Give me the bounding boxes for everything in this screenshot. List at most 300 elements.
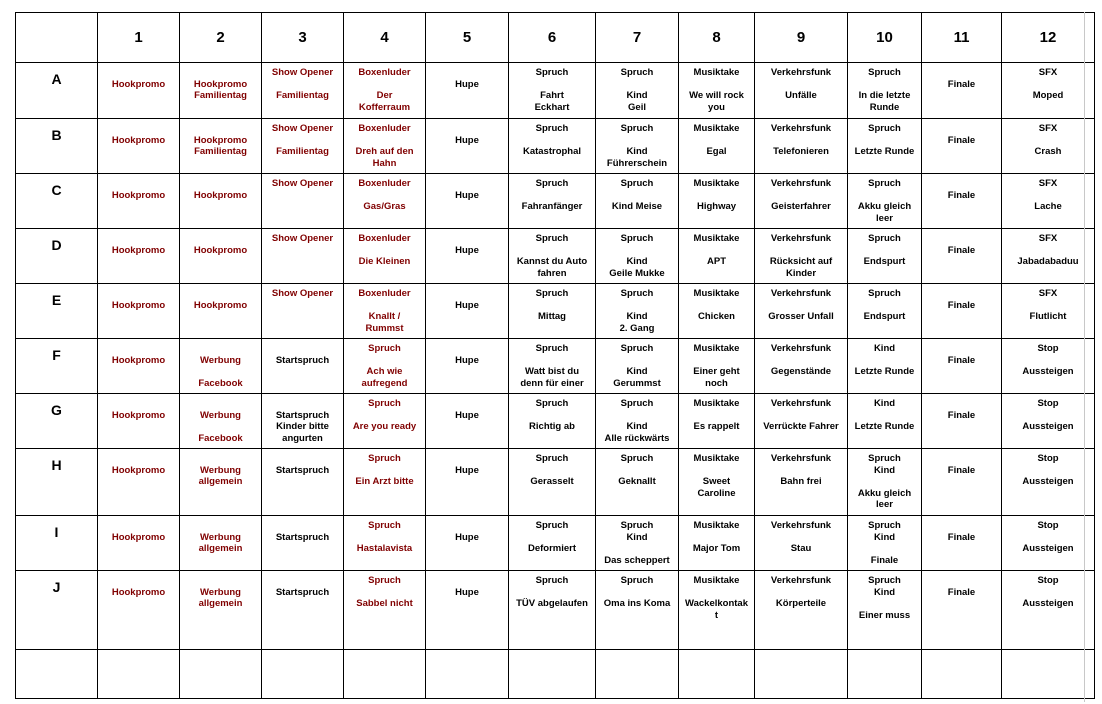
- grid-cell[interactable]: [755, 63, 848, 119]
- cell-line: [682, 355, 751, 367]
- grid-cell[interactable]: [426, 174, 509, 229]
- row-header[interactable]: E: [16, 284, 98, 339]
- grid-cell[interactable]: [922, 174, 1002, 229]
- grid-cell[interactable]: [679, 284, 755, 339]
- cell-line: Lache: [1034, 201, 1062, 212]
- cell-line: [925, 343, 998, 355]
- cell-line: Caroline: [697, 487, 736, 499]
- grid-cell[interactable]: [1002, 571, 1095, 650]
- cell-line: Spruch: [368, 520, 401, 531]
- grid-cell[interactable]: [1002, 63, 1095, 119]
- grid-cell[interactable]: [755, 339, 848, 394]
- cell-line: Startspruch: [275, 409, 330, 421]
- grid-cell[interactable]: [596, 229, 679, 284]
- cell-line: Geisterfahrer: [771, 201, 831, 212]
- cell-line: Hookpromo: [111, 244, 166, 256]
- empty-cell[interactable]: [509, 650, 596, 699]
- cell-line: Hookpromo: [193, 244, 248, 256]
- grid-cell[interactable]: [262, 394, 344, 449]
- cell-content: [426, 516, 508, 543]
- grid-cell[interactable]: [98, 229, 180, 284]
- cell-line: [851, 598, 918, 610]
- cell-line: Finale: [947, 354, 976, 366]
- grid-cell[interactable]: [180, 229, 262, 284]
- grid-cell[interactable]: [262, 174, 344, 229]
- table-row: [16, 516, 1095, 571]
- grid-cell[interactable]: [679, 119, 755, 174]
- grid-cell[interactable]: [98, 394, 180, 449]
- cell-content: [1002, 339, 1094, 378]
- header-row: [16, 13, 1095, 63]
- cell-line: [925, 453, 998, 465]
- grid-cell[interactable]: [426, 63, 509, 119]
- cell-line: Spruch: [620, 288, 654, 299]
- cell-line: Musiktake: [693, 343, 740, 354]
- cell-line: Facebook: [198, 432, 243, 444]
- cell-content: [509, 119, 595, 158]
- grid-cell[interactable]: [98, 63, 180, 119]
- cell-line: Einer muss: [858, 609, 911, 621]
- cell-line: [758, 245, 844, 257]
- grid-cell[interactable]: [679, 394, 755, 449]
- grid-cell[interactable]: [262, 449, 344, 516]
- empty-cell[interactable]: [922, 650, 1002, 699]
- cell-line: Katastrophal: [522, 146, 582, 157]
- column-header[interactable]: 7: [596, 13, 679, 63]
- cell-line: [1005, 135, 1091, 147]
- cell-line: Runde: [869, 101, 900, 113]
- cell-line: Watt bist du: [525, 366, 579, 377]
- grid-cell[interactable]: [344, 394, 426, 449]
- grid-cell[interactable]: [180, 284, 262, 339]
- grid-cell[interactable]: [426, 339, 509, 394]
- empty-cell[interactable]: [98, 650, 180, 699]
- grid-cell[interactable]: [426, 516, 509, 571]
- grid-cell[interactable]: [344, 229, 426, 284]
- grid-cell[interactable]: [755, 229, 848, 284]
- row-header[interactable]: A: [16, 63, 98, 119]
- column-header[interactable]: 6: [509, 13, 596, 63]
- grid-cell[interactable]: [755, 174, 848, 229]
- cell-line: [758, 410, 844, 422]
- cell-line: Familientag: [194, 146, 247, 157]
- grid-cell[interactable]: [596, 284, 679, 339]
- cell-content: [922, 174, 1001, 201]
- grid-cell[interactable]: [1002, 119, 1095, 174]
- grid-cell[interactable]: [344, 284, 426, 339]
- cell-content: [426, 449, 508, 476]
- grid-cell[interactable]: [426, 571, 509, 650]
- cell-line: Spruch: [868, 123, 901, 134]
- cell-line: Ein Arzt bitte: [355, 476, 414, 487]
- cell-line: Finale: [947, 586, 976, 598]
- cell-line: Spruch: [368, 453, 401, 464]
- grid-cell[interactable]: [180, 119, 262, 174]
- grid-cell[interactable]: [922, 571, 1002, 650]
- cell-line: Hupe: [455, 78, 479, 90]
- grid-cell[interactable]: [1002, 229, 1095, 284]
- cell-line: Spruch: [535, 288, 569, 299]
- grid-cell[interactable]: [426, 394, 509, 449]
- grid-cell[interactable]: [262, 516, 344, 571]
- grid-cell[interactable]: [679, 449, 755, 516]
- grid-cell[interactable]: [262, 63, 344, 119]
- cell-line: allgemein: [198, 543, 243, 554]
- grid-cell[interactable]: [262, 284, 344, 339]
- cell-content: [922, 63, 1001, 90]
- cell-content: [426, 119, 508, 146]
- grid-cell[interactable]: [98, 449, 180, 516]
- cell-line: [347, 410, 422, 422]
- cell-line: Ach wie: [366, 366, 403, 377]
- cell-content: [848, 394, 921, 433]
- cell-line: Finale: [947, 299, 976, 311]
- grid-cell[interactable]: [180, 339, 262, 394]
- cell-line: Knallt /: [368, 311, 401, 322]
- grid-cell[interactable]: [426, 449, 509, 516]
- cell-line: [1005, 79, 1091, 91]
- grid-cell[interactable]: [679, 339, 755, 394]
- empty-cell[interactable]: [16, 650, 98, 699]
- grid-cell[interactable]: [755, 119, 848, 174]
- cell-line: Jabadabaduu: [1017, 256, 1079, 267]
- grid-cell[interactable]: [344, 119, 426, 174]
- column-header[interactable]: 10: [848, 13, 922, 63]
- grid-cell[interactable]: [755, 571, 848, 650]
- cell-line: Musiktake: [693, 520, 740, 531]
- grid-cell[interactable]: [1002, 516, 1095, 571]
- cell-content: [922, 229, 1001, 256]
- grid-cell[interactable]: [1002, 449, 1095, 516]
- cell-line: Wackelkontak: [684, 598, 748, 609]
- cell-line: [429, 178, 505, 190]
- cell-line: [925, 67, 998, 79]
- cell-line: Geile Mukke: [609, 267, 665, 279]
- grid-cell[interactable]: [848, 339, 922, 394]
- corner-cell[interactable]: [16, 13, 98, 63]
- cell-line: [429, 398, 505, 410]
- grid-cell[interactable]: [509, 571, 596, 650]
- cell-content: [426, 174, 508, 201]
- grid-cell[interactable]: [596, 339, 679, 394]
- grid-cell[interactable]: [596, 119, 679, 174]
- cell-line: Kinder: [785, 267, 817, 279]
- grid-cell[interactable]: [922, 516, 1002, 571]
- cell-line: [101, 233, 176, 245]
- empty-cell[interactable]: [262, 650, 344, 699]
- cell-line: Finale: [947, 134, 976, 146]
- grid-cell[interactable]: [98, 516, 180, 571]
- cell-line: Spruch: [368, 575, 401, 586]
- cell-line: Mittag: [538, 311, 566, 322]
- grid-cell[interactable]: [98, 571, 180, 650]
- grid-cell[interactable]: [848, 394, 922, 449]
- cell-content: [262, 394, 343, 444]
- grid-cell[interactable]: [262, 571, 344, 650]
- grid-cell[interactable]: [180, 63, 262, 119]
- grid-cell[interactable]: [180, 449, 262, 516]
- table-row: [16, 63, 1095, 119]
- grid-cell[interactable]: [509, 284, 596, 339]
- cell-line: Werbung: [200, 586, 241, 598]
- cell-line: Verkehrsfunk: [770, 575, 832, 586]
- cell-line: Familientag: [276, 146, 329, 157]
- grid-cell[interactable]: [922, 449, 1002, 516]
- row-header[interactable]: H: [16, 449, 98, 516]
- cell-line: Verkehrsfunk: [770, 343, 832, 354]
- column-header[interactable]: 2: [180, 13, 262, 63]
- cell-content: [180, 394, 261, 444]
- grid-cell[interactable]: [848, 229, 922, 284]
- cell-line: Spruch: [535, 178, 569, 189]
- cell-line: [682, 135, 751, 147]
- cell-content: [344, 571, 425, 610]
- grid-cell[interactable]: [509, 119, 596, 174]
- cell-line: Familientag: [276, 90, 329, 101]
- cell-content: [755, 516, 847, 555]
- cell-line: leer: [876, 499, 893, 510]
- grid-cell[interactable]: [596, 571, 679, 650]
- grid-cell[interactable]: [98, 339, 180, 394]
- grid-cell[interactable]: [596, 174, 679, 229]
- column-header[interactable]: 12: [1002, 13, 1095, 63]
- grid-cell[interactable]: [755, 516, 848, 571]
- grid-cell[interactable]: [426, 229, 509, 284]
- grid-cell[interactable]: [848, 63, 922, 119]
- grid-cell[interactable]: [509, 516, 596, 571]
- grid-cell[interactable]: [344, 63, 426, 119]
- cell-content: [1002, 394, 1094, 433]
- grid-cell[interactable]: [180, 571, 262, 650]
- cell-content: [180, 63, 261, 102]
- cell-line: Richtig ab: [529, 421, 575, 432]
- grid-cell[interactable]: [848, 174, 922, 229]
- column-header[interactable]: 3: [262, 13, 344, 63]
- cell-line: Hookpromo: [111, 299, 166, 311]
- cell-line: Spruch: [535, 123, 569, 134]
- cell-line: Kind: [626, 421, 648, 432]
- column-header[interactable]: 5: [426, 13, 509, 63]
- cell-line: [758, 190, 844, 202]
- grid-cell[interactable]: [679, 63, 755, 119]
- grid-cell[interactable]: [180, 516, 262, 571]
- cell-line: [851, 355, 918, 367]
- cell-content: [98, 119, 179, 146]
- grid-cell[interactable]: [426, 119, 509, 174]
- grid-cell[interactable]: [755, 284, 848, 339]
- grid-cell[interactable]: [679, 571, 755, 650]
- empty-cell[interactable]: [180, 650, 262, 699]
- grid-cell[interactable]: [596, 516, 679, 571]
- cell-content: [509, 571, 595, 610]
- grid-cell[interactable]: [922, 284, 1002, 339]
- grid-cell[interactable]: [344, 449, 426, 516]
- empty-cell[interactable]: [755, 650, 848, 699]
- row-header[interactable]: B: [16, 119, 98, 174]
- grid-cell[interactable]: [262, 229, 344, 284]
- cell-line: noch: [705, 377, 728, 389]
- row-header[interactable]: J: [16, 571, 98, 650]
- column-header[interactable]: 9: [755, 13, 848, 63]
- cell-line: Letzte Runde: [854, 366, 915, 377]
- table-row: [16, 339, 1095, 394]
- cell-line: [183, 366, 258, 378]
- grid-cell[interactable]: [98, 174, 180, 229]
- cell-line: [1005, 465, 1091, 477]
- row-header[interactable]: C: [16, 174, 98, 229]
- grid-cell[interactable]: [344, 571, 426, 650]
- cell-line: [265, 135, 340, 147]
- grid-cell[interactable]: [262, 339, 344, 394]
- cell-content: [679, 571, 754, 621]
- cell-line: [758, 532, 844, 544]
- row-header[interactable]: F: [16, 339, 98, 394]
- cell-line: aufregend: [361, 377, 408, 389]
- grid-cell[interactable]: [509, 449, 596, 516]
- row-header[interactable]: I: [16, 516, 98, 571]
- cell-content: [180, 284, 261, 311]
- grid-cell[interactable]: [755, 449, 848, 516]
- cell-content: [426, 229, 508, 256]
- grid-cell[interactable]: [1002, 339, 1095, 394]
- grid-cell[interactable]: [509, 174, 596, 229]
- grid-cell[interactable]: [426, 284, 509, 339]
- cell-line: Endspurt: [863, 256, 906, 267]
- grid-cell[interactable]: [180, 394, 262, 449]
- grid-cell[interactable]: [679, 174, 755, 229]
- grid-cell[interactable]: [596, 394, 679, 449]
- grid-cell[interactable]: [922, 119, 1002, 174]
- column-header[interactable]: 4: [344, 13, 426, 63]
- cell-line: Geknallt: [618, 476, 656, 487]
- cell-line: Musiktake: [693, 453, 740, 464]
- cell-line: Kannst du Auto: [516, 256, 588, 267]
- cell-line: [851, 476, 918, 488]
- cell-line: [599, 190, 675, 202]
- grid-cell[interactable]: [679, 229, 755, 284]
- cell-content: [180, 229, 261, 256]
- cell-line: [347, 190, 422, 202]
- cell-content: [922, 339, 1001, 366]
- grid-cell[interactable]: [509, 229, 596, 284]
- grid-cell[interactable]: [1002, 394, 1095, 449]
- cell-line: Verrückte Fahrer: [763, 421, 839, 432]
- grid-cell[interactable]: [98, 284, 180, 339]
- cell-line: [851, 300, 918, 312]
- empty-cell[interactable]: [1002, 650, 1095, 699]
- cell-line: Hupe: [455, 244, 479, 256]
- cell-line: Kind: [626, 366, 648, 377]
- cell-line: Hookpromo: [111, 586, 166, 598]
- cell-content: [596, 449, 678, 488]
- cell-line: Boxenluder: [358, 233, 411, 244]
- column-header[interactable]: 11: [922, 13, 1002, 63]
- grid-cell[interactable]: [344, 174, 426, 229]
- cell-line: Hookpromo: [111, 78, 166, 90]
- table-row: [16, 284, 1095, 339]
- cell-line: Akku gleich: [857, 487, 912, 499]
- grid-cell[interactable]: [1002, 174, 1095, 229]
- empty-cell[interactable]: [344, 650, 426, 699]
- cell-line: Familientag: [194, 90, 247, 101]
- cell-line: Rücksicht auf: [769, 256, 833, 267]
- empty-cell[interactable]: [426, 650, 509, 699]
- cell-line: Stop: [1037, 520, 1059, 531]
- cell-line: Stau: [790, 543, 812, 554]
- grid-cell[interactable]: [848, 119, 922, 174]
- grid-cell[interactable]: [848, 571, 922, 650]
- cell-content: [596, 119, 678, 169]
- cell-line: Gas/Gras: [363, 201, 406, 212]
- cell-line: [925, 178, 998, 190]
- cell-line: Spruch: [620, 575, 654, 586]
- cell-line: [265, 453, 340, 465]
- cell-content: [596, 394, 678, 444]
- grid-cell[interactable]: [344, 516, 426, 571]
- grid-cell[interactable]: [509, 339, 596, 394]
- row-header[interactable]: D: [16, 229, 98, 284]
- grid-cell[interactable]: [509, 63, 596, 119]
- grid-cell[interactable]: [1002, 284, 1095, 339]
- grid-cell[interactable]: [596, 63, 679, 119]
- grid-cell[interactable]: [922, 339, 1002, 394]
- grid-cell[interactable]: [848, 284, 922, 339]
- grid-cell[interactable]: [180, 174, 262, 229]
- empty-cell[interactable]: [848, 650, 922, 699]
- cell-line: Are you ready: [352, 421, 417, 432]
- grid-cell[interactable]: [848, 449, 922, 516]
- cell-line: Moped: [1032, 90, 1064, 101]
- grid-cell[interactable]: [596, 449, 679, 516]
- cell-line: Flutlicht: [1029, 311, 1067, 322]
- empty-cell[interactable]: [596, 650, 679, 699]
- cell-line: Hookpromo: [111, 354, 166, 366]
- cell-line: Spruch: [620, 233, 654, 244]
- cell-content: [848, 119, 921, 158]
- grid-cell[interactable]: [922, 394, 1002, 449]
- cell-line: Spruch: [868, 288, 901, 299]
- cell-line: Aussteigen: [1022, 598, 1074, 609]
- cell-line: Spruch: [868, 67, 901, 78]
- column-header[interactable]: 1: [98, 13, 180, 63]
- grid-cell[interactable]: [98, 119, 180, 174]
- grid-cell[interactable]: [922, 229, 1002, 284]
- cell-line: Show Opener: [271, 233, 334, 244]
- column-header[interactable]: 8: [679, 13, 755, 63]
- cell-content: [262, 174, 343, 190]
- grid-cell[interactable]: [262, 119, 344, 174]
- cell-line: 2. Gang: [619, 322, 655, 334]
- empty-row: [16, 650, 1095, 699]
- cell-content: [98, 571, 179, 598]
- row-header[interactable]: G: [16, 394, 98, 449]
- cell-line: Kind: [873, 464, 896, 476]
- grid-cell[interactable]: [509, 394, 596, 449]
- cell-line: Kofferraum: [358, 101, 411, 113]
- grid-cell[interactable]: [755, 394, 848, 449]
- cell-line: Spruch: [368, 398, 401, 409]
- grid-cell[interactable]: [922, 63, 1002, 119]
- cell-line: [101, 178, 176, 190]
- cell-content: [596, 284, 678, 334]
- cell-line: [183, 288, 258, 300]
- grid-cell[interactable]: [848, 516, 922, 571]
- grid-cell[interactable]: [679, 516, 755, 571]
- empty-cell[interactable]: [679, 650, 755, 699]
- cell-content: [755, 119, 847, 158]
- cell-line: [682, 79, 751, 91]
- grid-cell[interactable]: [344, 339, 426, 394]
